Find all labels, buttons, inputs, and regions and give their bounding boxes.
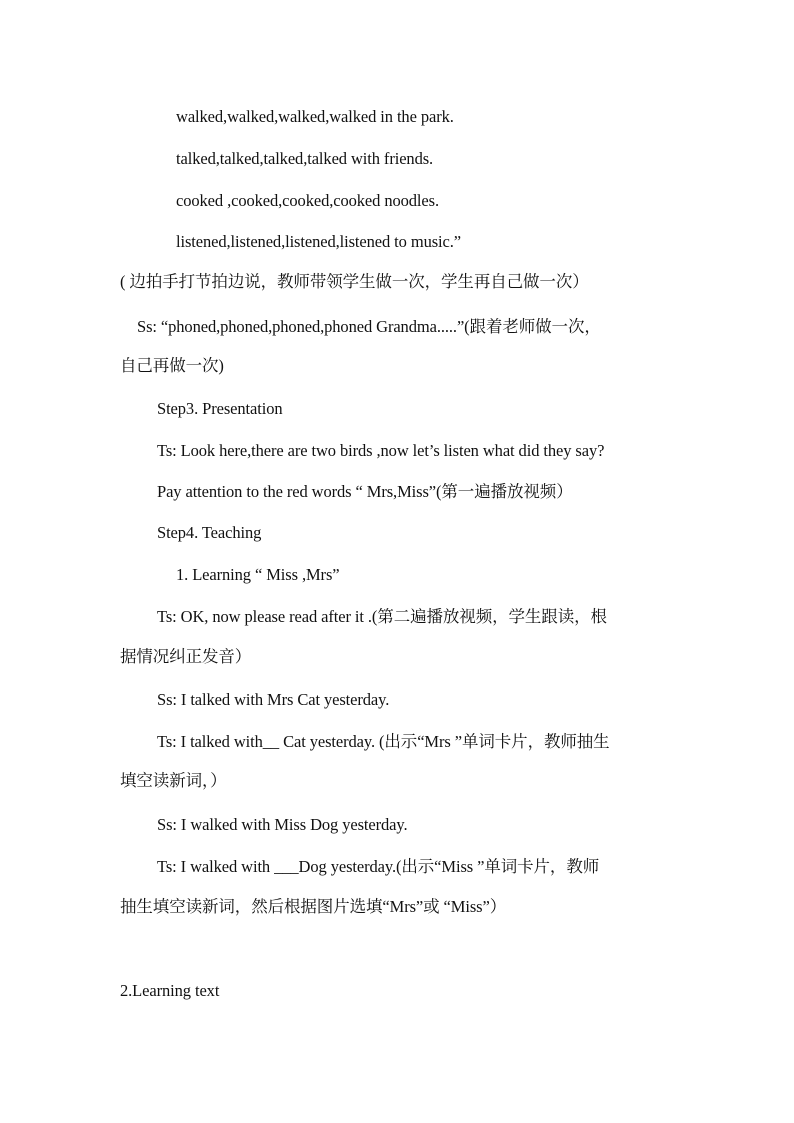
learning-miss-mrs-heading: 1. Learning “ Miss ,Mrs” bbox=[176, 565, 340, 584]
chant-line-listened: listened,listened,listened,listened to music.” bbox=[176, 232, 462, 251]
students-line-mrs-cat: Ss: I talked with Mrs Cat yesterday. bbox=[157, 690, 390, 709]
teacher-line-mrs-card-cont: 填空读新词，） bbox=[120, 771, 227, 790]
step4-heading: Step4. Teaching bbox=[157, 523, 262, 542]
teacher-line-miss-card-cont: 抽生填空读新词，然后根据图片选填“Mrs”或 “Miss”） bbox=[120, 897, 507, 916]
chant-line-cooked: cooked ,cooked,cooked,cooked noodles. bbox=[176, 191, 439, 210]
teacher-line-miss-card: Ts: I walked with ___Dog yesterday.(出示“Miss ”单词卡片，教师 bbox=[157, 857, 600, 876]
teacher-line-read-after: Ts: OK, now please read after it .(第二遍播放视频，学生跟读，根 bbox=[157, 607, 607, 626]
learning-text-heading: 2.Learning text bbox=[120, 981, 220, 1000]
students-line-miss-dog: Ss: I walked with Miss Dog yesterday. bbox=[157, 815, 408, 834]
step3-heading: Step3. Presentation bbox=[157, 399, 283, 418]
students-chant-line: Ss: “phoned,phoned,phoned,phoned Grandma.....”(跟着老师做一次， bbox=[137, 317, 601, 336]
teacher-line-read-after-cont: 据情况纠正发音） bbox=[120, 647, 252, 666]
teacher-line-look-here: Ts: Look here,there are two birds ,now let’s listen what did they say? bbox=[157, 441, 605, 460]
teacher-line-attention: Pay attention to the red words “ Mrs,Miss”(第一遍播放视频） bbox=[157, 482, 573, 501]
teacher-line-mrs-card: Ts: I talked with__ Cat yesterday. (出示“Mrs ”单词卡片，教师抽生 bbox=[157, 732, 610, 751]
students-chant-line-cont: 自己再做一次) bbox=[120, 356, 224, 375]
chant-line-walked: walked,walked,walked,walked in the park. bbox=[176, 107, 454, 126]
chant-line-talked: talked,talked,talked,talked with friends. bbox=[176, 149, 434, 168]
instruction-note: ( 边拍手打节拍边说，教师带领学生做一次，学生再自己做一次） bbox=[120, 272, 589, 291]
